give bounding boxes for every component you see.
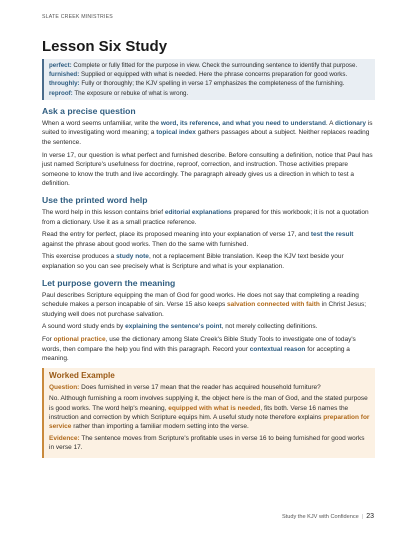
question-text: Does furnished in verse 17 mean that the reader has acquired household furniture? bbox=[79, 383, 321, 391]
text-run: No. Although furnishing a room involves supplying it, the object here is the man of God, and the stated purpose is good works. The word help's meaning, bbox=[49, 395, 368, 412]
text-run: for accepting a meaning. bbox=[42, 345, 350, 363]
worked-example-heading: Worked Example bbox=[49, 370, 115, 380]
footer-title: Study the KJV with Confidence bbox=[281, 514, 359, 520]
text-run: Paul describes Scripture equipping the man of God for good works. He does not say that completing a reading schedule makes a person incapable of sin. Verse 15 also keeps bbox=[42, 291, 359, 309]
worked-example-answer bbox=[49, 394, 370, 432]
text-run: gathers passages about a subject. Neither replaces reading the sentence. bbox=[42, 129, 370, 146]
text-run: , not merely collecting definitions. bbox=[221, 323, 318, 331]
page-number: 23 bbox=[366, 513, 374, 520]
paragraph bbox=[42, 322, 375, 332]
highlight: test the result bbox=[310, 231, 354, 239]
highlight: study note bbox=[116, 253, 149, 261]
definition-text: The exposure or rebuke of what is wrong. bbox=[72, 89, 189, 97]
text-run: , not a replacement Bible translation. Keep the KJV text beside your explanation so you can see precisely what is Scripture and what is your explanation. bbox=[42, 253, 344, 270]
highlight: word, its reference, and what you need to understand bbox=[160, 119, 326, 127]
content bbox=[42, 59, 375, 458]
definition-text: Fully or thoroughly; the KJV spelling in verse 17 emphasizes the completeness of the furnishing. bbox=[79, 80, 345, 88]
word-help-box bbox=[42, 59, 375, 100]
definition-term: furnished: bbox=[49, 71, 80, 79]
worked-example-question bbox=[49, 383, 370, 392]
worked-example-evidence bbox=[49, 434, 370, 453]
text-run: is suited to investigating word meaning; a bbox=[42, 119, 373, 137]
text-run: rather than importing a familiar modern setting into the verse. bbox=[71, 423, 249, 431]
paragraph bbox=[42, 230, 375, 249]
text-run: . A bbox=[325, 119, 335, 127]
text-run: This exercise produces a bbox=[42, 253, 117, 261]
evidence-label: Evidence: bbox=[49, 434, 80, 442]
section-heading-word-help: Use the printed word help bbox=[42, 194, 148, 205]
page-title: Lesson Six Study bbox=[42, 38, 168, 55]
highlight: preparation for service bbox=[49, 413, 370, 431]
highlight: salvation connected with faith bbox=[227, 301, 320, 309]
highlight: equipped with what is needed bbox=[168, 404, 261, 412]
highlight: contextual reason bbox=[249, 345, 306, 353]
footer-separator: | bbox=[361, 514, 364, 520]
running-header: SLATE CREEK MINISTRIES bbox=[42, 14, 113, 20]
evidence-text: The sentence moves from Scripture's profitable uses in verse 16 to being furnished for good works in verse 17. bbox=[49, 434, 365, 452]
text-run: Read the entry for perfect, place its proposed meaning into your explanation of verse 17, and bbox=[42, 231, 311, 239]
question-label: Question: bbox=[49, 383, 80, 391]
section-heading-purpose: Let purpose govern the meaning bbox=[42, 277, 176, 288]
text-run: against the phrase about good works. Then do the same with furnished. bbox=[42, 240, 249, 248]
definition-term: perfect: bbox=[49, 62, 72, 69]
paragraph bbox=[42, 208, 375, 227]
paragraph bbox=[42, 335, 375, 364]
highlight: editorial explanations bbox=[164, 208, 232, 216]
text-run: in Christ Jesus; studying well does not purchase salvation. bbox=[42, 301, 367, 318]
definition-throughly bbox=[49, 79, 370, 88]
definition-furnished bbox=[49, 70, 370, 79]
text-run: , use the dictionary among Slate Creek's Bible Study Tools to investigate one of today's words, then compare the help you find with this paragraph. Record your bbox=[42, 335, 356, 353]
page-footer bbox=[282, 513, 374, 520]
text-run: , fits both. Verse 16 names the instruction and correction by which Scripture equips him. A useful study note therefore explains bbox=[49, 404, 349, 421]
text-run: For bbox=[42, 335, 54, 343]
definition-text: Supplied or equipped with what is needed. Here the phrase concerns preparation for good works. bbox=[79, 71, 348, 79]
text-run: The word help in this lesson contains brief bbox=[42, 208, 165, 216]
text-run: When a word seems unfamiliar, write the bbox=[42, 119, 161, 127]
paragraph bbox=[42, 291, 375, 320]
text-run: A sound word study ends by bbox=[42, 323, 126, 331]
worked-example-box bbox=[42, 368, 375, 458]
definition-text: Complete or fully fitted for the purpose in view. Check the surrounding sentence to identify that purpose. bbox=[71, 62, 358, 69]
highlight: topical index bbox=[156, 129, 196, 137]
highlight: optional practice bbox=[53, 335, 106, 343]
definition-perfect bbox=[49, 61, 370, 70]
highlight: dictionary bbox=[334, 119, 367, 127]
text-run: prepared for this workbook; it is not a quotation from a dictionary. Use it as a small practice reference. bbox=[42, 208, 369, 226]
paragraph: In verse 17, our question is what perfect and furnished describe. Before consulting a definition, notice that Paul has just named Scripture's usefulness for doctrine, reproof, correction, and instruction. Those activities prepare someone to know the truth and live accordingly. The paragraph already gives us a direction in which to test a definition. bbox=[42, 151, 373, 188]
definition-reproof bbox=[49, 89, 370, 98]
paragraph bbox=[42, 119, 375, 148]
definition-term: throughly: bbox=[49, 80, 80, 88]
section-heading-question: Ask a precise question bbox=[42, 105, 136, 116]
paragraph bbox=[42, 252, 375, 271]
highlight: explaining the sentence's point bbox=[125, 323, 222, 331]
definition-term: reproof: bbox=[49, 89, 73, 97]
